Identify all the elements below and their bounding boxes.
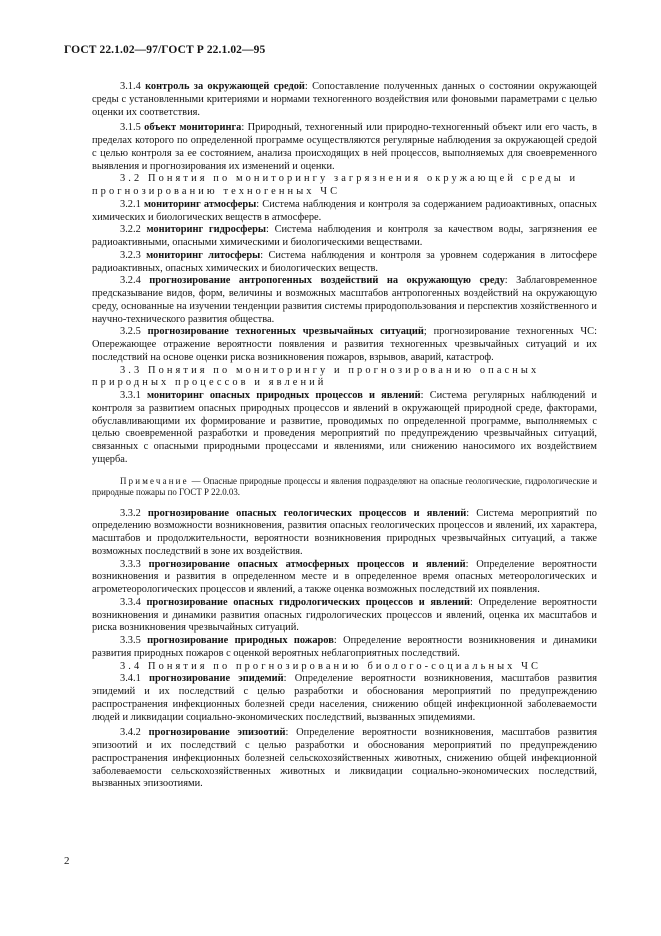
term: прогнозирование опасных атмосферных процессов и явлений [148,558,466,570]
term: мониторинг атмосферы [143,198,257,210]
term: прогнозирование техногенных чрезвычайных ситуаций [147,326,424,338]
definition: : Определение вероятности возникновения, масштабов развития эпизоотий и их последствий с целью разработки и обоснования мероприятий по предупреждению распространения инфекционных болезней сельскохозяйственных животных, снижению общей инфекционной заболеваемости сельскохозяйственных животных и ликвидации социально-экономических последствий, вызванных эпизоотиями. [92,727,597,790]
paragraph-number: 3.1.5 [120,122,141,134]
term: прогнозирование эпидемий [148,673,284,685]
paragraph-number: 3.2.1 [120,198,141,210]
paragraph-number: 3.4.2 [120,727,141,739]
definition: ; прогнозирование техногенных ЧС: Опережающее отражение вероятности появления и развития техногенных чрезвычайных ситуаций и их последствий на основе оценки риска возникновения пожаров, взрывов, аварий, катастроф. [92,326,597,363]
paragraph-3-1-4 [92,81,597,119]
term: прогнозирование опасных гидрологических процессов и явлений [146,596,470,608]
paragraph-3-3-5 [92,635,597,661]
section-heading-3-4: 3.4 Понятия по прогнозированию биолого-социальных ЧС [120,660,542,672]
section-heading-3-2: 3.2 Понятия по мониторингу загрязнения окружающей среды и прогнозированию техногенных ЧС [92,173,579,197]
definition: : Природный, техногенный или природно-техногенный объект или его часть, в пределах которого по определенной программе осуществляются регулярные наблюдения за окружающей средой с целью контроля за ее состоянием, анализа происходящих в ней процессов, выполняемых для своевременного выявления и прогнозирования их изменений и оценки. [92,122,597,172]
definition: : Определение вероятности возникновения и динамики развития природных пожаров с оценкой вероятных неблагоприятных последствий. [92,635,597,659]
term: мониторинг опасных природных процессов и явлений [146,390,421,401]
definition: : Сопоставление полученных данных о состоянии окружающей среды с установленными критериями и нормами техногенного воздействия или фоновыми параметрами с целью оценки их соответствия. [92,81,597,118]
paragraph-number: 3.2.5 [120,326,141,338]
paragraph-number: 3.4.1 [120,673,141,685]
definition: : Определение вероятности возникновения и развития в определенном месте и в определенное время опасных метеорологических и агрометеорологических процессов и явлений, а также оценка возможных последствий их появления. [92,558,597,595]
paragraph-3-2-2 [92,224,597,250]
paragraph-number: 3.2.3 [120,249,141,261]
note [92,476,597,498]
paragraph-number: 3.3.3 [120,558,141,570]
definition: : Определение вероятности возникновения, масштабов развития эпидемий и их последствий с целью разработки и обоснования мероприятий по предупреждению распространения инфекционных болезней среди населения, снижению общей инфекционной заболеваемости людей и ликвидации социально-экономических последствий, вызванных эпидемиями. [92,673,597,723]
paragraph-number: 3.3.2 [120,507,141,519]
definition: : Система мероприятий по определению возможности возникновения, развития опасных геологических процессов и явлений, их характера, масштабов и продолжительности, вероятности возникновения природных чрезвычайных ситуаций, а также возможных последствий в зоне их воздействия. [92,507,597,557]
definition: : Система наблюдения и контроля за уровнем содержания в литосфере радиоактивных, опасных химических и биологических веществ. [92,249,597,274]
paragraph-3-2-1 [92,199,597,225]
paragraph-3-3-1 [92,390,597,467]
paragraph-number: 3.3.5 [120,635,141,646]
paragraph-3-2-5 [92,326,597,364]
term: прогнозирование природных пожаров [147,635,334,646]
paragraph-3-4-1 [92,673,597,724]
section-heading-3-3: 3.3 Понятия по мониторингу и прогнозированию опасных природных процессов и явлений [92,364,540,389]
paragraph-3-3-2 [92,508,597,559]
term: объект мониторинга [144,122,242,134]
page-number: 2 [64,855,70,867]
note-label: Примечание [120,475,189,486]
paragraph-number: 3.3.1 [120,390,141,401]
term: контроль за окружающей средой [145,81,305,92]
definition: : Определение вероятности возникновения и динамики развития опасных гидрологических процессов и явлений, оценка их масштабов и риска возникновения чрезвычайных ситуаций. [92,596,597,634]
term: прогнозирование антропогенных воздействий на окружающую среду [149,275,505,287]
paragraph-number: 3.3.4 [120,596,141,608]
paragraph-3-3-3 [92,559,597,597]
paragraph-3-1-5 [92,122,597,173]
paragraph-number: 3.1.4 [120,81,141,92]
note-text: — Опасные природные процессы и явления подразделяют на опасные геологические, гидрологические и природные пожары по ГОСТ Р 22.0.03. [92,475,597,497]
document-body [92,81,597,791]
paragraph-3-4-2 [92,727,597,791]
paragraph-3-2-4 [92,275,597,326]
document-header: ГОСТ 22.1.02—97/ГОСТ Р 22.1.02—95 [64,44,266,56]
definition: : Система регулярных наблюдений и контроля за развитием опасных природных процессов и явлений в окружающей природной среде, факторами, обуславливающими их формирование и развитие, проводимых по определенной программе, выполняемых с целью своевременной разработки и проведения мероприятий по предупреждению чрезвычайных ситуаций, связанных с опасными природными процессами и явлениями, или снижению наносимого их воздействием ущерба. [92,390,597,465]
paragraph-3-3-4 [92,597,597,635]
term: мониторинг литосферы [146,249,261,261]
paragraph-number: 3.2.4 [120,275,141,287]
term: прогнозирование эпизоотий [148,727,286,739]
definition: : Заблаговременное предсказывание видов, форм, величины и возможных масштабов антропогенных воздействий на окружающую среду, основанные на изучении тенденции развития системы природопользования и перспектив хозяйственного и научно-технического развития общества. [92,275,597,325]
term: прогнозирование опасных геологических процессов и явлений [147,507,467,519]
paragraph-3-2-3 [92,250,597,276]
definition: : Система наблюдения и контроля за содержанием радиоактивных, опасных химических и биологических веществ в атмосфере. [92,198,597,223]
paragraph-number: 3.2.2 [120,224,141,236]
term: мониторинг гидросферы [146,224,266,236]
definition: : Система наблюдения и контроля за качеством воды, загрязнения ее радиоактивными, опасными химическими и биологическими веществами. [92,224,597,248]
